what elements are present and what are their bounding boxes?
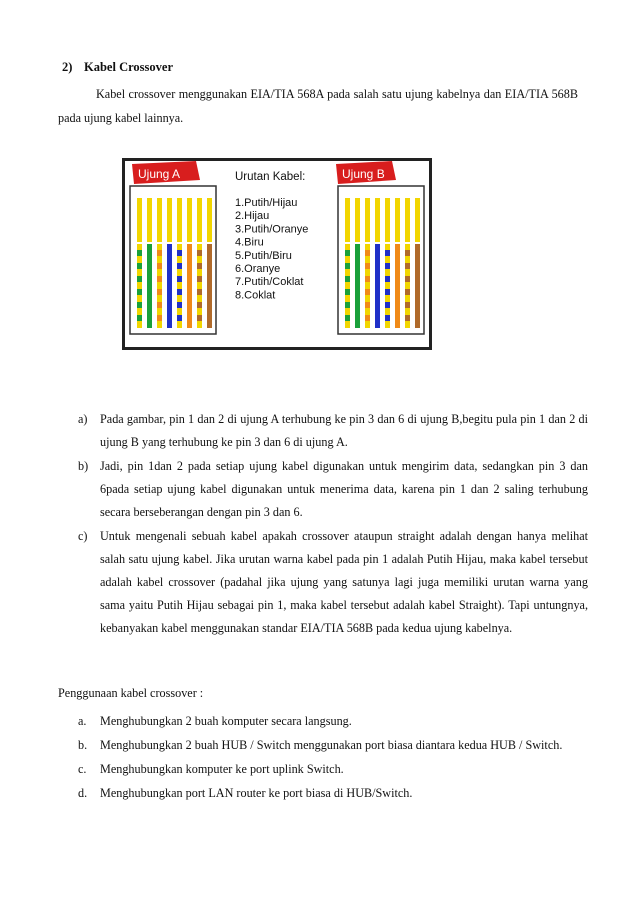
svg-text:Ujung A: Ujung A [138, 167, 181, 181]
pin-contact [365, 198, 370, 242]
wire-stripe [365, 276, 370, 282]
wire [415, 244, 420, 328]
list-marker: d. [78, 786, 88, 800]
wire-stripe [197, 276, 202, 282]
wire-stripe [345, 276, 350, 282]
wire-stripe [137, 250, 142, 256]
list-text: Jadi, pin 1dan 2 pada setiap ujung kabel digunakan untuk mengirim data, sedangkan pin 3 dan 6pada setiap ujung kabel digunakan untuk menerima data, karena pin 1 dan 2 saling terhubung secara berseberangan dengan pin 3 dan 6. [100, 459, 588, 519]
pin-contact [405, 198, 410, 242]
wire-stripe [405, 250, 410, 256]
list-marker: c) [78, 529, 88, 543]
explanation-item [78, 408, 588, 454]
wire-stripe [385, 263, 390, 269]
label-ujung-a [132, 161, 200, 184]
wire-stripe [137, 315, 142, 321]
list-text: Menghubungkan 2 buah komputer secara langsung. [100, 714, 352, 728]
wire-stripe [177, 276, 182, 282]
usage-item [78, 734, 588, 757]
usage-list [78, 710, 588, 806]
legend-item: 2.Hijau [235, 210, 270, 223]
pin-contact [415, 198, 420, 242]
wire-stripe [345, 302, 350, 308]
wire-stripe [137, 263, 142, 269]
wire [187, 244, 192, 328]
list-text: Menghubungkan komputer ke port uplink Switch. [100, 762, 344, 776]
wire-stripe [365, 250, 370, 256]
wire-stripe [365, 302, 370, 308]
pin-contact [385, 198, 390, 242]
wire-stripe [405, 302, 410, 308]
pin-contact [167, 198, 172, 242]
explanation-item [78, 525, 588, 640]
wire-stripe [385, 250, 390, 256]
wire-stripe [177, 302, 182, 308]
wire-stripe [177, 289, 182, 295]
pin-contact [375, 198, 380, 242]
pin-contact [157, 198, 162, 242]
wire-stripe [405, 276, 410, 282]
wire-stripe [197, 289, 202, 295]
pin-contact [187, 198, 192, 242]
pin-contact [147, 198, 152, 242]
legend-item: 5.Putih/Biru [235, 249, 292, 262]
legend-item: 3.Putih/Oranye [235, 223, 309, 236]
wire-stripe [365, 289, 370, 295]
legend-item: 4.Biru [235, 236, 264, 249]
crossover-wiring-figure [122, 158, 432, 350]
wire-stripe [345, 250, 350, 256]
legend-item: 6.Oranye [235, 263, 281, 275]
wire-stripe [345, 315, 350, 321]
usage-item [78, 782, 588, 805]
list-marker: a) [78, 412, 88, 426]
wire-stripe [197, 263, 202, 269]
pin-contact [345, 198, 350, 242]
wire-stripe [197, 250, 202, 256]
wire [147, 244, 152, 328]
wire-stripe [137, 302, 142, 308]
section-title: Kabel Crossover [84, 60, 173, 74]
wire-stripe [405, 263, 410, 269]
wire-stripe [345, 263, 350, 269]
wire-stripe [177, 315, 182, 321]
usage-title: Penggunaan kabel crossover : [58, 686, 204, 700]
legend-item: 7.Putih/Coklat [235, 276, 304, 289]
wire-stripe [157, 250, 162, 256]
list-text: Menghubungkan port LAN router ke port biasa di HUB/Switch. [100, 786, 413, 800]
wire-stripe [137, 276, 142, 282]
list-marker: c. [78, 762, 87, 776]
explanation-list [78, 408, 588, 641]
usage-item [78, 758, 588, 781]
wire-stripe [137, 289, 142, 295]
list-text: Menghubungkan 2 buah HUB / Switch menggunakan port biasa diantara kedua HUB / Switch. [100, 738, 563, 752]
wire-stripe [365, 315, 370, 321]
list-marker: b) [78, 459, 89, 473]
wire-stripe [177, 263, 182, 269]
list-text: Untuk mengenali sebuah kabel apakah crossover ataupun straight adalah dengan hanya melihat salah satu ujung kabel. Jika urutan warna kabel pada pin 1 adalah Putih Hijau, maka kabel tersebut adalah kabel crossover (padahal jika ujung yang satunya lagi juga memiliki urutan warna yang sama yaitu Putih Hijau sebagai pin 1, maka kabel tersebut adalah kabel Straight). Tapi untungnya, kebanyakan kabel menggunakan standar EIA/TIA 568B pada kedua ujung kabelnya. [100, 529, 588, 635]
pin-contact [355, 198, 360, 242]
wire-stripe [385, 276, 390, 282]
wire-stripe [157, 315, 162, 321]
pin-contact [137, 198, 142, 242]
intro-paragraph: Kabel crossover menggunakan EIA/TIA 568A pada salah satu ujung kabelnya dan EIA/TIA 568B pada ujung kabel lainnya. [58, 87, 578, 125]
pin-contact [177, 198, 182, 242]
pin-contact [197, 198, 202, 242]
explanation-item [78, 455, 588, 524]
wire-stripe [157, 289, 162, 295]
wire-stripe [157, 302, 162, 308]
section-number: 2) [62, 60, 73, 74]
wire-stripe [345, 289, 350, 295]
wire-stripe [157, 276, 162, 282]
wire [355, 244, 360, 328]
wire [395, 244, 400, 328]
wire-stripe [197, 302, 202, 308]
list-marker: a. [78, 714, 87, 728]
pin-contact [395, 198, 400, 242]
wire-stripe [385, 302, 390, 308]
legend-item: 8.Coklat [235, 289, 276, 302]
legend-item: 1.Putih/Hijau [235, 197, 298, 209]
label-ujung-b [336, 161, 396, 184]
list-marker: b. [78, 738, 88, 752]
wire-stripe [365, 263, 370, 269]
pin-contact [207, 198, 212, 242]
wire [207, 244, 212, 328]
wire [375, 244, 380, 328]
wire-stripe [197, 315, 202, 321]
section-heading [62, 60, 173, 75]
wire-stripe [157, 263, 162, 269]
wire [167, 244, 172, 328]
wire-stripe [405, 289, 410, 295]
usage-item [78, 710, 588, 733]
legend-title: Urutan Kabel: [235, 171, 306, 183]
wire-stripe [385, 315, 390, 321]
wire-stripe [405, 315, 410, 321]
list-text: Pada gambar, pin 1 dan 2 di ujung A terhubung ke pin 3 dan 6 di ujung B,begitu pula pin 1 dan 2 di ujung B yang terhubung ke pin 3 dan 6 di ujung A. [100, 412, 588, 449]
wire-stripe [385, 289, 390, 295]
svg-text:Ujung B: Ujung B [342, 167, 385, 181]
wire-stripe [177, 250, 182, 256]
